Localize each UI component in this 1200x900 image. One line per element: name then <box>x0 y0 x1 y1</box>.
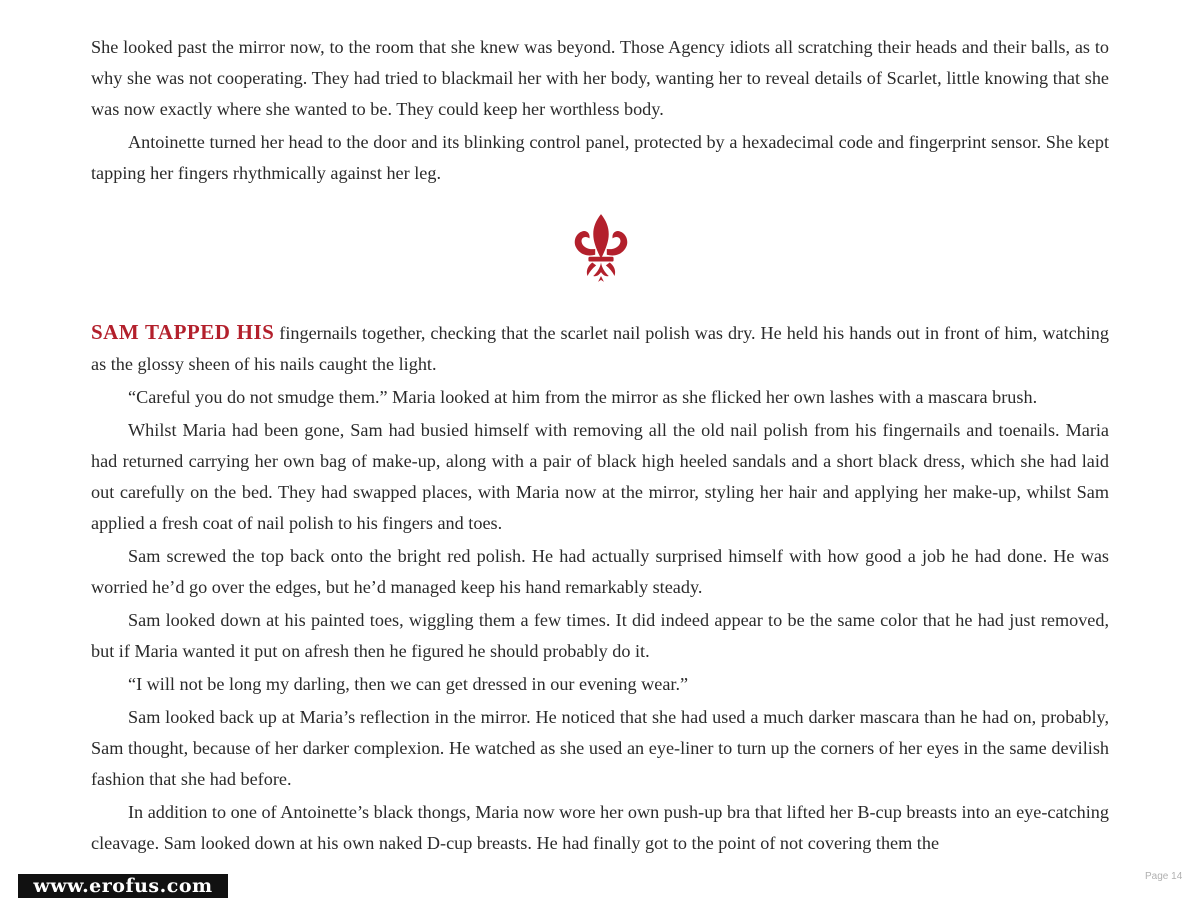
paragraph: Whilst Maria had been gone, Sam had busied himself with removing all the old nail polish from his fingernails and toenails. Maria had returned carrying her own bag of make-up, along with a pair of black high heeled sandals and a short black dress, which she had laid out carefully on the bed. They had swapped places, with Maria now at the mirror, styling her hair and applying her make-up, whilst Sam applied a fresh coat of nail polish to his fingers and toes. <box>91 420 1109 533</box>
paragraph: Antoinette turned her head to the door and its blinking control panel, protected by a hexadecimal code and fingerprint sensor. She kept tapping her fingers rhythmically against her leg. <box>91 132 1109 183</box>
lead-in-caps: SAM TAPPED HIS <box>91 320 275 344</box>
section-1 <box>91 32 1109 191</box>
paragraph: Sam looked back up at Maria’s reflection in the mirror. He noticed that she had used a much darker mascara than he had on, probably, Sam thought, because of her darker complexion. He watched as she used an eye-liner to turn up the corners of her eyes in the same devilish fashion that she had before. <box>91 707 1109 789</box>
paragraph: Sam looked down at his painted toes, wiggling them a few times. It did indeed appear to be the same color that he had just removed, but if Maria wanted it put on afresh then he figured he should probably do it. <box>91 610 1109 661</box>
page-number: Page 14 <box>1145 871 1183 882</box>
paragraph: “I will not be long my darling, then we can get dressed in our evening wear.” <box>128 674 689 694</box>
paragraph: Sam screwed the top back onto the bright red polish. He had actually surprised himself with how good a job he had done. He was worried he’d go over the edges, but he’d managed keep his hand remarkably steady. <box>91 546 1109 597</box>
paragraph: “Careful you do not smudge them.” Maria looked at him from the mirror as she flicked her own lashes with a mascara brush. <box>128 387 1038 407</box>
lead-in-text: fingernails together, checking that the scarlet nail polish was dry. He held his hands out in front of him, watching as the glossy sheen of his nails caught the light. <box>91 323 1109 374</box>
section-2 <box>91 317 1109 861</box>
paragraph: In addition to one of Antoinette’s black thongs, Maria now wore her own push-up bra that lifted her B-cup breasts into an eye-catching cleavage. Sam looked down at his own naked D-cup breasts. He had finally got to the point of not covering them the <box>91 802 1109 853</box>
fleur-de-lis-icon <box>572 212 630 284</box>
watermark-text: www.erofus.com <box>18 874 228 898</box>
paragraph: She looked past the mirror now, to the room that she knew was beyond. Those Agency idiots all scratching their heads and their balls, as to why she was not cooperating. They had tried to blackmail her with her body, wanting her to reveal details of Scarlet, little knowing that she was now exactly where she wanted to be. They could keep her worthless body. <box>91 37 1109 119</box>
chapter-opening-paragraph <box>91 317 1109 380</box>
